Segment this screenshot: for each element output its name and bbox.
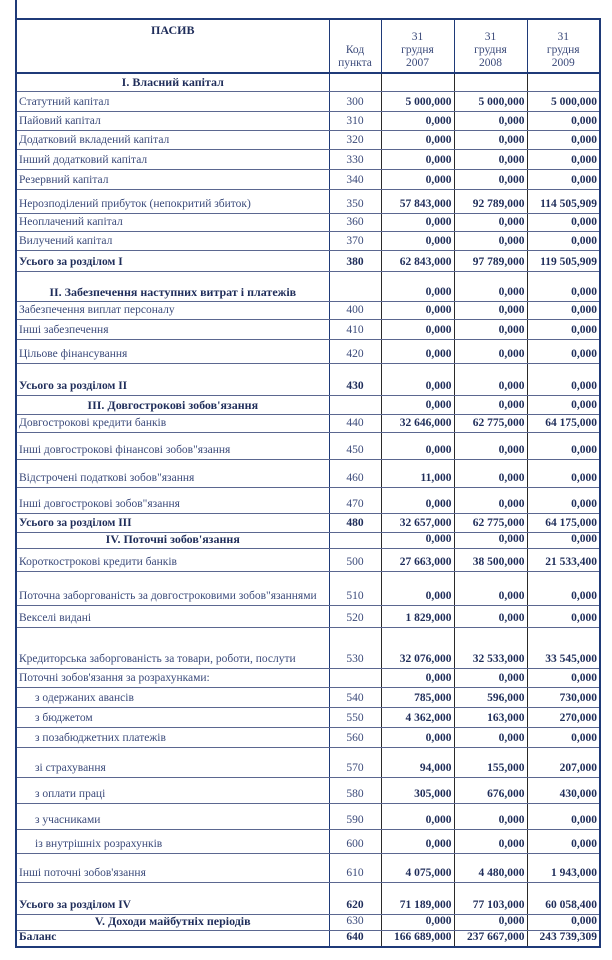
period-year: 2008 (479, 57, 502, 69)
table-row (16, 668, 600, 687)
value-2009: 0,000 (527, 803, 600, 829)
row-label: Резервний капітал (16, 169, 329, 189)
period-header-2007 (381, 19, 454, 73)
value-2008: 0,000 (454, 149, 527, 169)
value-2008: 0,000 (454, 571, 527, 605)
value-2008: 237 667,000 (454, 930, 527, 947)
value-2009: 207,000 (527, 747, 600, 777)
row-code: 620 (329, 882, 381, 914)
row-label: Інші поточні зобов'язання (16, 853, 329, 882)
value-2008: 38 500,000 (454, 548, 527, 571)
value-2007: 0,000 (381, 213, 454, 231)
section-header-row (16, 395, 600, 414)
value-2007: 0,000 (381, 339, 454, 363)
row-label: Усього за розділом IV (16, 882, 329, 914)
row-code: 420 (329, 339, 381, 363)
liabilities-heading: ПАСИВ (16, 19, 329, 73)
value-2007: 11,000 (381, 459, 454, 487)
row-code: 470 (329, 487, 381, 513)
value-2007: 0,000 (381, 301, 454, 319)
value-2008: 596,000 (454, 687, 527, 707)
value-2008: 62 775,000 (454, 414, 527, 432)
value-2007: 32 657,000 (381, 513, 454, 532)
table-row (16, 459, 600, 487)
row-code: 510 (329, 571, 381, 605)
row-code: 380 (329, 250, 381, 271)
total-row (16, 363, 600, 395)
row-code (329, 532, 381, 548)
value-2009: 270,000 (527, 707, 600, 727)
row-label: з оплати праці (16, 777, 329, 803)
row-label: Додатковий вкладений капітал (16, 130, 329, 149)
value-2007: 785,000 (381, 687, 454, 707)
table-row (16, 777, 600, 803)
row-code: 400 (329, 301, 381, 319)
row-code: 320 (329, 130, 381, 149)
table-row (16, 803, 600, 829)
value-2009: 64 175,000 (527, 513, 600, 532)
value-2009: 64 175,000 (527, 414, 600, 432)
table-row (16, 319, 600, 339)
value-2008: 0,000 (454, 319, 527, 339)
value-2008: 0,000 (454, 829, 527, 853)
row-code (329, 73, 381, 91)
table-row (16, 707, 600, 727)
value-2008: 32 533,000 (454, 627, 527, 668)
value-2009: 0,000 (527, 271, 600, 301)
value-2007: 0,000 (381, 487, 454, 513)
value-2009: 0,000 (527, 130, 600, 149)
value-2007: 0,000 (381, 668, 454, 687)
value-2009: 0,000 (527, 532, 600, 548)
value-2007: 32 646,000 (381, 414, 454, 432)
table-header-row (16, 19, 600, 73)
row-code: 500 (329, 548, 381, 571)
table-row (16, 91, 600, 111)
value-2008: 0,000 (454, 339, 527, 363)
value-2009: 0,000 (527, 231, 600, 250)
section-header-row (16, 914, 600, 930)
row-label: Забезпечення виплат персоналу (16, 301, 329, 319)
table-row (16, 571, 600, 605)
row-label: з бюджетом (16, 707, 329, 727)
row-code: 530 (329, 627, 381, 668)
value-2007: 32 076,000 (381, 627, 454, 668)
value-2008: 0,000 (454, 169, 527, 189)
value-2009: 0,000 (527, 459, 600, 487)
value-2007: 0,000 (381, 829, 454, 853)
total-row (16, 882, 600, 914)
value-2007: 4 075,000 (381, 853, 454, 882)
value-2007: 0,000 (381, 169, 454, 189)
row-label: V. Доходи майбутніх періодів (16, 914, 329, 930)
period-year: 2007 (406, 57, 429, 69)
period-header-2008 (454, 19, 527, 73)
value-2008: 0,000 (454, 130, 527, 149)
value-2007: 0,000 (381, 111, 454, 130)
value-2007: 4 362,000 (381, 707, 454, 727)
period-month: грудня (401, 44, 434, 56)
table-row (16, 414, 600, 432)
row-label: III. Довгострокові зобов'язання (16, 395, 329, 414)
row-label: Усього за розділом І (16, 250, 329, 271)
value-2009: 0,000 (527, 571, 600, 605)
value-2009: 0,000 (527, 319, 600, 339)
value-2009: 114 505,909 (527, 189, 600, 213)
value-2007: 0,000 (381, 727, 454, 747)
value-2008: 0,000 (454, 605, 527, 627)
row-code: 610 (329, 853, 381, 882)
row-code: 440 (329, 414, 381, 432)
value-2009: 0,000 (527, 111, 600, 130)
value-2007: 0,000 (381, 532, 454, 548)
value-2009: 119 505,909 (527, 250, 600, 271)
value-2008: 0,000 (454, 914, 527, 930)
value-2008: 0,000 (454, 487, 527, 513)
value-2008: 92 789,000 (454, 189, 527, 213)
value-2009: 0,000 (527, 363, 600, 395)
value-2009: 0,000 (527, 829, 600, 853)
value-2009: 0,000 (527, 149, 600, 169)
row-label: Усього за розділом ІІ (16, 363, 329, 395)
value-2008: 0,000 (454, 395, 527, 414)
row-label: Інші довгострокові зобов"язання (16, 487, 329, 513)
row-label: Цільове фінансування (16, 339, 329, 363)
value-2008: 0,000 (454, 803, 527, 829)
value-2008: 155,000 (454, 747, 527, 777)
value-2007: 0,000 (381, 231, 454, 250)
value-2008: 163,000 (454, 707, 527, 727)
row-code: 560 (329, 727, 381, 747)
row-code: 310 (329, 111, 381, 130)
table-row (16, 432, 600, 459)
row-label: Кредиторська заборгованість за товари, роботи, послути (16, 627, 329, 668)
value-2007: 0,000 (381, 571, 454, 605)
value-2009: 243 739,309 (527, 930, 600, 947)
row-code: 460 (329, 459, 381, 487)
row-label: Поточні зобов'язання за розрахунками: (16, 668, 329, 687)
value-2007: 27 663,000 (381, 548, 454, 571)
row-code (329, 271, 381, 301)
value-2008: 97 789,000 (454, 250, 527, 271)
value-2008: 62 775,000 (454, 513, 527, 532)
row-code: 340 (329, 169, 381, 189)
value-2008: 5 000,000 (454, 91, 527, 111)
value-2009: 430,000 (527, 777, 600, 803)
value-2007: 0,000 (381, 432, 454, 459)
table-row (16, 829, 600, 853)
row-label: Векселі видані (16, 605, 329, 627)
row-code (329, 395, 381, 414)
value-2009: 0,000 (527, 605, 600, 627)
code-column-header: Код пункта (329, 19, 381, 73)
table-row (16, 605, 600, 627)
row-code: 480 (329, 513, 381, 532)
value-2009: 0,000 (527, 395, 600, 414)
table-row (16, 301, 600, 319)
value-2009: 0,000 (527, 487, 600, 513)
value-2007 (381, 73, 454, 91)
value-2008: 676,000 (454, 777, 527, 803)
row-code: 550 (329, 707, 381, 727)
balance-sheet-liabilities-table (15, 18, 601, 948)
table-row (16, 339, 600, 363)
row-label: IV. Поточні зобов'язання (16, 532, 329, 548)
row-code: 570 (329, 747, 381, 777)
row-code: 300 (329, 91, 381, 111)
value-2008: 4 480,000 (454, 853, 527, 882)
row-label: Короткострокові кредити банків (16, 548, 329, 571)
value-2009: 0,000 (527, 727, 600, 747)
value-2008: 0,000 (454, 363, 527, 395)
value-2007: 0,000 (381, 319, 454, 339)
value-2007: 305,000 (381, 777, 454, 803)
row-code: 600 (329, 829, 381, 853)
row-label: Відстрочені податкові зобов"язання (16, 459, 329, 487)
row-label: Довгострокові кредити банків (16, 414, 329, 432)
value-2008: 0,000 (454, 111, 527, 130)
row-code: 640 (329, 930, 381, 947)
value-2008: 0,000 (454, 301, 527, 319)
table-row (16, 130, 600, 149)
value-2009: 60 058,400 (527, 882, 600, 914)
row-label: II. Забезпечення наступних витрат і платежів (16, 271, 329, 301)
value-2007: 0,000 (381, 395, 454, 414)
value-2009: 0,000 (527, 914, 600, 930)
row-label: Нерозподілений прибуток (непокритий збиток) (16, 189, 329, 213)
table-row (16, 487, 600, 513)
row-code: 580 (329, 777, 381, 803)
value-2007: 0,000 (381, 271, 454, 301)
table-row (16, 189, 600, 213)
row-code: 540 (329, 687, 381, 707)
value-2008: 0,000 (454, 532, 527, 548)
table-row (16, 231, 600, 250)
value-2007: 62 843,000 (381, 250, 454, 271)
table-row (16, 727, 600, 747)
row-label: зі страхування (16, 747, 329, 777)
row-label: Статутний капітал (16, 91, 329, 111)
total-row (16, 930, 600, 947)
value-2008: 0,000 (454, 432, 527, 459)
row-label: з позабюджетних платежів (16, 727, 329, 747)
row-label: Вилучений капітал (16, 231, 329, 250)
period-header-2009 (527, 19, 600, 73)
row-code: 410 (329, 319, 381, 339)
table-row (16, 747, 600, 777)
value-2008 (454, 73, 527, 91)
value-2007: 0,000 (381, 149, 454, 169)
table-row (16, 169, 600, 189)
row-code: 450 (329, 432, 381, 459)
value-2009: 33 545,000 (527, 627, 600, 668)
row-code (329, 668, 381, 687)
value-2008: 0,000 (454, 231, 527, 250)
row-code: 370 (329, 231, 381, 250)
table-row (16, 111, 600, 130)
table-row (16, 149, 600, 169)
value-2009: 0,000 (527, 213, 600, 231)
value-2009: 0,000 (527, 432, 600, 459)
value-2009: 730,000 (527, 687, 600, 707)
table-row (16, 213, 600, 231)
value-2007: 1 829,000 (381, 605, 454, 627)
period-day: 31 (557, 31, 569, 43)
row-label: Неоплачений капітал (16, 213, 329, 231)
value-2008: 0,000 (454, 727, 527, 747)
section-header-row (16, 532, 600, 548)
value-2007: 57 843,000 (381, 189, 454, 213)
value-2008: 77 103,000 (454, 882, 527, 914)
value-2009: 0,000 (527, 668, 600, 687)
row-code: 430 (329, 363, 381, 395)
period-month: грудня (546, 44, 580, 56)
row-label: Усього за розділом ІІІ (16, 513, 329, 532)
value-2007: 0,000 (381, 803, 454, 829)
value-2009: 0,000 (527, 169, 600, 189)
row-label: Інші довгострокові фінансові зобов"язання (16, 432, 329, 459)
value-2008: 0,000 (454, 213, 527, 231)
value-2007: 0,000 (381, 363, 454, 395)
section-header-row (16, 73, 600, 91)
table-row (16, 853, 600, 882)
section-header-row (16, 271, 600, 301)
value-2007: 5 000,000 (381, 91, 454, 111)
row-label: Пайовий капітал (16, 111, 329, 130)
row-label: І. Власний капітал (16, 73, 329, 91)
row-code: 520 (329, 605, 381, 627)
period-year: 2009 (551, 57, 575, 69)
value-2007: 166 689,000 (381, 930, 454, 947)
table-row (16, 687, 600, 707)
row-code: 590 (329, 803, 381, 829)
value-2007: 0,000 (381, 914, 454, 930)
value-2007: 0,000 (381, 130, 454, 149)
row-code: 330 (329, 149, 381, 169)
row-label: із внутрішніх розрахунків (16, 829, 329, 853)
period-month: грудня (474, 44, 507, 56)
row-label: Інші забезпечення (16, 319, 329, 339)
value-2008: 0,000 (454, 459, 527, 487)
value-2009: 0,000 (527, 339, 600, 363)
row-code: 630 (329, 914, 381, 930)
total-row (16, 513, 600, 532)
value-2009: 21 533,400 (527, 548, 600, 571)
table-row (16, 627, 600, 668)
value-2008: 0,000 (454, 668, 527, 687)
value-2009: 1 943,000 (527, 853, 600, 882)
row-label: Баланс (19, 931, 57, 943)
value-2009: 5 000,000 (527, 91, 600, 111)
left-margin-rule (15, 0, 17, 20)
value-2007: 71 189,000 (381, 882, 454, 914)
row-code: 350 (329, 189, 381, 213)
value-2009 (527, 73, 600, 91)
value-2009: 0,000 (527, 301, 600, 319)
table-row (16, 548, 600, 571)
row-label: з учасниками (16, 803, 329, 829)
period-day: 31 (484, 31, 497, 43)
row-label: з одержаних авансів (16, 687, 329, 707)
table-body (16, 73, 600, 947)
value-2008: 0,000 (454, 271, 527, 301)
row-code: 360 (329, 213, 381, 231)
period-day: 31 (411, 31, 424, 43)
total-row (16, 250, 600, 271)
row-label: Інший додатковий капітал (16, 149, 329, 169)
row-label: Поточна заборгованість за довгостроковими зобов"язаннями (16, 571, 329, 605)
value-2007: 94,000 (381, 747, 454, 777)
